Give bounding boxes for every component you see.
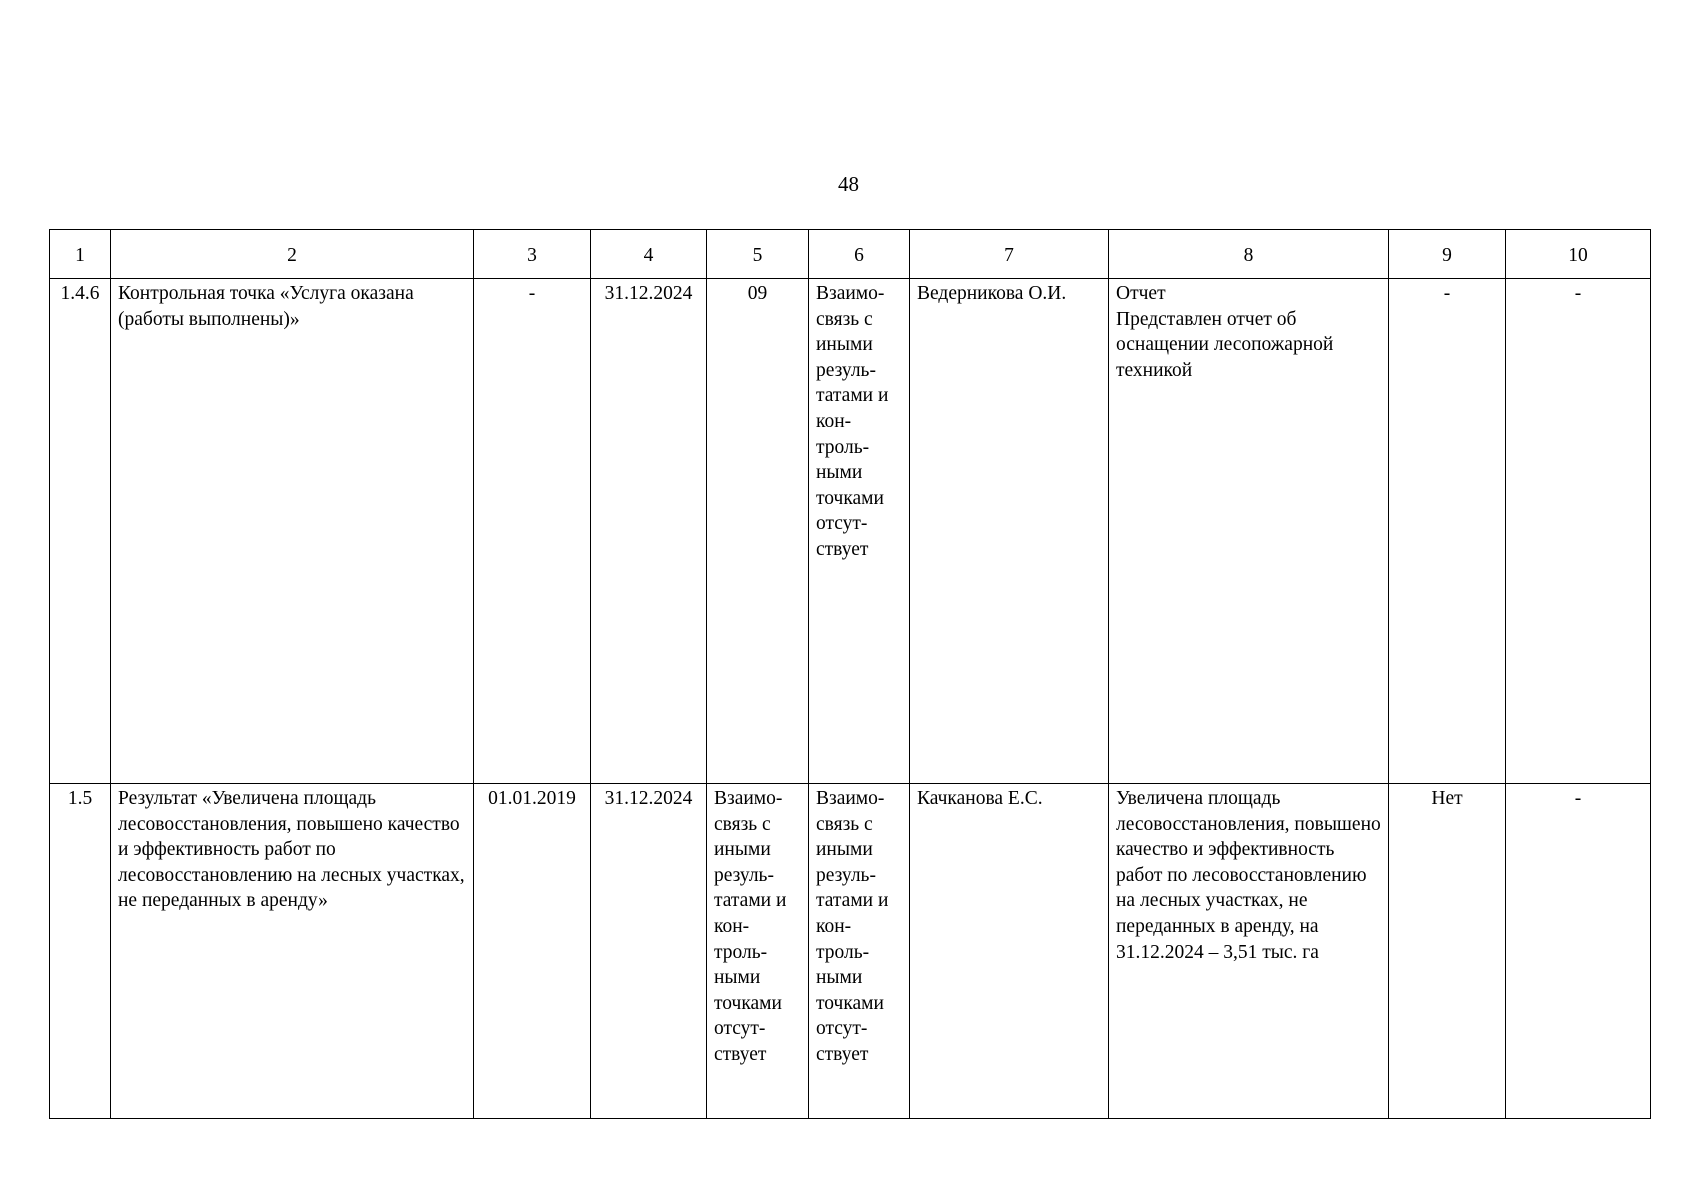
relation-line: иными [816,839,873,861]
table-row [50,784,1651,1119]
relation-line: троль- [816,436,870,458]
relation-line: иными [714,839,771,861]
table-header-row [50,230,1651,279]
relation-line: ными [816,462,863,484]
relation-line: ными [816,967,863,989]
relation-line: троль- [816,941,870,963]
relation-line: ствует [714,1043,767,1065]
row-number: 1.4.6 [50,279,111,784]
column-header: 10 [1506,230,1651,279]
relation-line: ствует [816,1043,869,1065]
column-header: 4 [591,230,707,279]
column-header: 5 [707,230,809,279]
relation-line: кон- [714,915,750,937]
col10-value: - [1506,784,1651,1119]
relation-line: Взаимо- [816,788,885,809]
description: Отчет Представлен отчет об оснащении лесопожарной техникой [1109,279,1389,784]
relation-line: точками [816,992,884,1014]
relation-line: кон- [816,410,852,432]
relation-line: ными [714,967,761,989]
relation-line: троль- [714,941,768,963]
relation-cell [809,279,910,784]
end-date: 31.12.2024 [591,279,707,784]
start-date: - [474,279,591,784]
column-header: 7 [910,230,1109,279]
responsible-person: Ведерникова О.И. [910,279,1109,784]
column-header: 8 [1109,230,1389,279]
description: Увеличена площадь лесовосстановления, повышено качество и эффективность работ по лесовосстановлению на лесных участках, не переданных в аренду, на 31.12.2024 – 3,51 тыс. га [1109,784,1389,1119]
schedule-table [49,229,1651,1119]
relation-line: связь с [816,308,873,330]
relation-line: отсут- [816,1018,868,1040]
row-title: Контрольная точка «Услуга оказана (работы выполнены)» [111,279,474,784]
relation-line: Взаимо- [714,788,783,809]
start-date: 01.01.2019 [474,784,591,1119]
relation-cell [809,784,910,1119]
column-header: 9 [1389,230,1506,279]
relation-line: резуль- [714,864,774,886]
relation-line: татами и [714,890,787,912]
column-header: 6 [809,230,910,279]
relation-line: иными [816,334,873,356]
row-title: Результат «Увеличена площадь лесовосстановления, повышено качество и эффективность работ по лесовосстановлению на лесных участках, не переданных в аренду» [111,784,474,1119]
end-date: 31.12.2024 [591,784,707,1119]
column-header: 3 [474,230,591,279]
relation-line: связь с [816,813,873,835]
relation-line: точками [714,992,782,1014]
relation-line: связь с [714,813,771,835]
page-number: 48 [838,172,859,196]
column-header: 2 [111,230,474,279]
relation-line: Взаимо- [816,283,885,304]
relation-line: резуль- [816,359,876,381]
relation-line: кон- [816,915,852,937]
relation-line: ствует [816,538,869,560]
type-cell [707,784,809,1119]
relation-line: отсут- [816,513,868,535]
col9-value: - [1389,279,1506,784]
responsible-person: Качканова Е.С. [910,784,1109,1119]
relation-line: татами и [816,890,889,912]
col10-value: - [1506,279,1651,784]
table-row [50,279,1651,784]
row-number: 1.5 [50,784,111,1119]
type-code: 09 [707,279,809,784]
relation-line: точками [816,487,884,509]
relation-line: отсут- [714,1018,766,1040]
relation-line: резуль- [816,864,876,886]
col9-value: Нет [1389,784,1506,1119]
relation-line: татами и [816,385,889,407]
column-header: 1 [50,230,111,279]
